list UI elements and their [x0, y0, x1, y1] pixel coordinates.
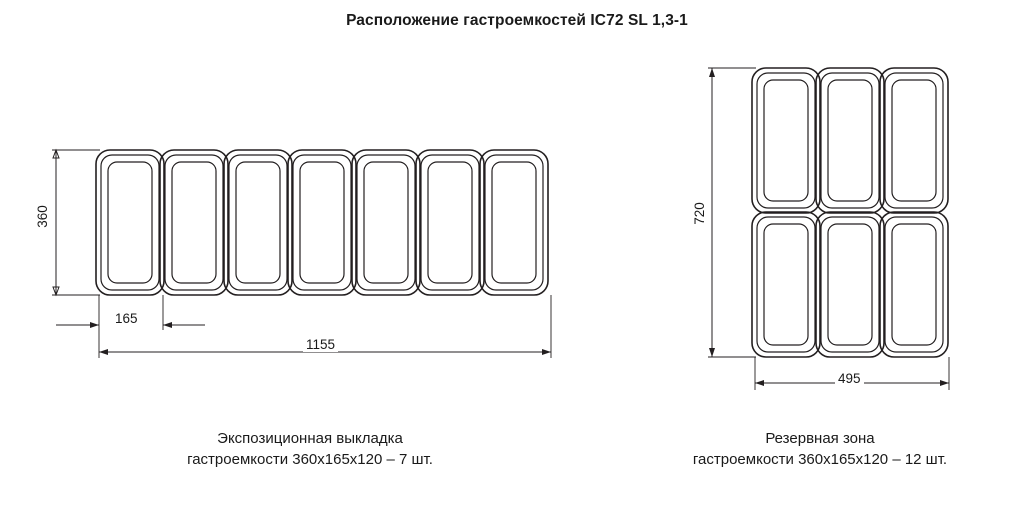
reserve-caption	[620, 428, 1020, 470]
pan	[880, 68, 948, 213]
reserve-caption-line1: Резервная зона	[765, 430, 875, 447]
dim-label-width-165: 165	[112, 311, 141, 326]
pan	[816, 212, 884, 357]
exposition-caption-line1: Экспозиционная выкладка	[217, 430, 403, 447]
exposition-caption	[60, 428, 560, 470]
pan-group-right	[752, 68, 948, 357]
pan-group-left	[96, 150, 548, 295]
dim-label-height-720: 720	[692, 199, 707, 228]
pan	[288, 150, 356, 295]
pan	[352, 150, 420, 295]
dim-label-height-360: 360	[35, 202, 50, 231]
page-title: Расположение гастроемкостей IC72 SL 1,3-1	[346, 12, 688, 29]
pan	[224, 150, 292, 295]
exposition-layout-drawing	[0, 0, 620, 420]
pan	[480, 150, 548, 295]
dim-label-width-495: 495	[835, 371, 864, 386]
pan	[816, 68, 884, 213]
dimension-height-360	[52, 150, 100, 295]
exposition-caption-line2: гастроемкости 360x165x120 – 7 шт.	[187, 451, 433, 468]
pan	[752, 68, 820, 213]
pan	[880, 212, 948, 357]
pan	[96, 150, 164, 295]
pan	[160, 150, 228, 295]
dim-label-width-1155: 1155	[303, 337, 338, 352]
pan	[752, 212, 820, 357]
reserve-caption-line2: гастроемкости 360x165x120 – 12 шт.	[692, 451, 948, 468]
reserve-zone-drawing	[620, 0, 1034, 420]
dimension-height-720	[708, 68, 756, 357]
pan	[416, 150, 484, 295]
